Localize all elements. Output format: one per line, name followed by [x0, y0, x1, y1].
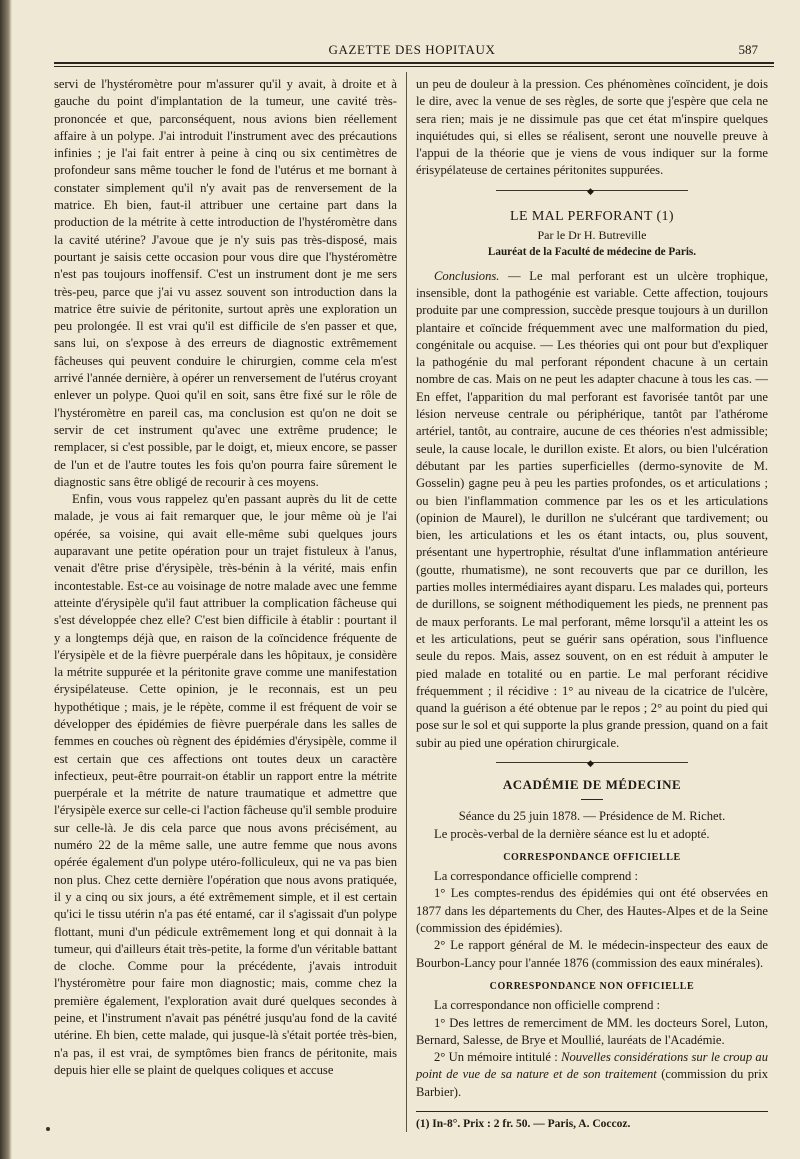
section-separator-2 [416, 752, 768, 774]
conclusions-label: Conclusions. [434, 268, 500, 283]
page-header [54, 40, 770, 60]
minutes-line: Le procès-verbal de la dernière séance est lu et adopté. [434, 826, 710, 841]
article-affiliation: Lauréat de la Faculté de médecine de Paris. [487, 246, 697, 259]
left-paragraph-2: Enfin, vous vous rappelez qu'en passant auprès du lit de cette malade, je vous ai fait remarquer que, le jour même où je l'ai opérée, sa voisine, qui avait elle-même subi quelques jours auparavant une petite opération pour un trajet fistuleux à l'anus, venait d'être prise d'érysipèle, très-bénin à la vérité, mais enfin incontestable. Est-ce au voisinage de notre malade avec une femme atteinte d'érysipèle qu'il faut attribuer la complication fâcheuse qui s'est développée chez elle? C'est bien difficile à établir : pourtant il y a longtemps déjà que, en raison de la coïncidence fréquente de l'érysipèle et de la fièvre puerpérale dans les hôpitaux, je considère la métrite suppurée et la péritonite grave comme une manifestation érysipélateuse. Cette opinion, je le reconnais, est un peu hypothétique ; mais, je le répète, comme il est fréquent de voir se développer des épidémies de fièvre puerpérale dans les salles de femmes en couches où règnent des épidémies d'érysipèle, comme il est certain que ces affections ont toutes deux un caractère infectieux, peut-être pourrait-on établir un rapport entre la métrite puerpérale et la métrite de nature traumatique et admettre que l'érysipèle exerce sur celle-ci l'action fâcheuse qu'il semble produire sur celle-là. Je dis cela parce que nous avons précisément, au numéro 22 de la même salle, une autre femme que nous avons opérée également d'un polype utéro-folliculeux, qui ne va pas bien non plus. Chez cette dernière l'opération que nous avons pratiquée, il y a cinq ou six jours, a été extrêmement simple, et il est certain qu'ici le tissu utérin n'a pas été entamé, car il s'agissait d'un polype flottant, muni d'un pédicule extrêmement long et qui donnait à la tumeur, qui d'ailleurs était très-petite, la forme d'un véritable battant de cloche. Comme pour la précédente, j'avais introduit l'hystéromètre pour faire mon diagnostic; mais, comme chez la première également, l'exploration avait duré quelques secondes à peine, et l'instrument n'avait pas pénétré jusqu'au fond de la cavité utérine. Eh bien, cette malade, qui jusque-là s'était portée très-bien, n'a pas, il est vrai, de symptômes bien francs de péritonite, mais depuis hier elle se plaint de quelques coliques et accuse [54, 492, 397, 1077]
official-intro: La correspondance officielle comprend : [434, 869, 638, 884]
header-rule-thin [54, 66, 774, 67]
page-speck [46, 1127, 50, 1131]
official-item-1: 1° Les comptes-rendus des épidémies qui ont été observées en 1877 dans les départements du Cher, des Hautes-Alpes et de la Seine (commission des épidémies). [416, 886, 768, 936]
session-line: Séance du 25 juin 1878. — Présidence de M. Richet. [458, 809, 726, 824]
unofficial-item-2-suffix: (commission du prix Barbier). [416, 1067, 768, 1099]
section-separator [416, 180, 768, 202]
official-item-2: 2° Le rapport général de M. le médecin-inspecteur des eaux de Bourbon-Lancy pour l'année 1876 (commission des eaux minérales). [416, 938, 768, 970]
left-paragraph-1: servi de l'hystéromètre pour m'assurer qu'il y avait, à droite et à gauche du point d'implantation de la tumeur, une cavité très-prononcée et que, parconséquent, nous avions bien réellement affaire à un polype. J'ai introduit l'instrument avec des précautions infinies ; je l'ai fait entrer à peine à cinq ou six centimètres de profondeur sans même toucher le fond de l'utérus et me bornant à constater simplement qu'il n'y avait pas de renversement de la matrice. Eh bien, faut-il attribuer une certaine part dans la production de la métrite à cette introduction de l'hystéromètre dans la cavité utérine? J'avoue que je n'y suis pas très-disposé, mais pourtant je saisis cette occasion pour vous dire que l'hystéromètre n'est pas toujours inoffensif. C'est un instrument dont je me sers très-peu, parce que j'ai vu assez souvent son introduction dans la matrice être suivie de péritonite, surtout après une exploration un peu prolongée. Il est vrai qu'il est difficile de s'en passer et que, sans lui, on s'expose à des erreurs de diagnostic extrêmement fâcheuses qui peuvent conduire le chirurgien, comme cela m'est arrivé l'année dernière, à opérer un renversement de l'utérus croyant enlever un polype. Quoi qu'il en soit, sans être fixé sur le rôle de l'hystéromètre en pareil cas, ma conclusion est qu'on ne doit se servir de cet instrument qu'avec une extrême prudence; le remplacer, si c'est possible, par le doigt, et, mieux encore, se passer de l'un et de l'autre toutes les fois qu'on pourra faire sûrement le diagnostic sans être obligé de recourir à ces moyens. [54, 77, 397, 489]
memoir-title: Nouvelles considérations sur le croup au point de vue de sa nature et de son traitement [416, 1050, 769, 1082]
column-divider [406, 72, 407, 1132]
left-column [54, 76, 397, 1079]
conclusions-text: — Le mal perforant est un ulcère trophique, insensible, dont la pathogénie est variable. Cette affection, toujours produite par une compression, succède presque toujours à un durillon plantaire et coïncide fréquemment avec une malformation du pied, congénitale ou acquise. — Les théories qui ont pour but d'expliquer la pathogénie du mal perforant répondent chacune à un certain nombre de cas. Mais on ne peut les adapter chacune à tous les cas. — En effet, l'apparition du mal perforant est favorisée tantôt par une lésion nerveuse centrale ou périphérique, tantôt par l'athérome artériel, tantôt, au contraire, aucune de ces théories n'est admissible; seule, la cause locale, le durillon existe. Et alors, ou bien l'ulcération débutant par les parties superficielles (dermo-synovite de M. Gosselin) gagne peu à peu les parties profondes, os et articulations ; ou bien l'inflammation commence par les os et les articulations (opinion de Maurel), le durillon ne s'ulcérant que tardivement; ou bien, les articulations et les os étant intacts, ou, plus souvent, présentant une hypertrophie, résultat d'une inflammation antérieure (goutte, rhumatisme), ne sont recouverts que par ce durillon, les parties molles intermédiaires ayant disparu. Les malades qui, porteurs de durillons, se soignent méthodiquement les pieds, ne prennent pas de maux perforants. Le mal perforant, même lorsqu'il a atteint les os et les articulations, peut se guérir sans opération, sous l'influence seule du repos. Mais, assez souvent, on en est réduit à amputer le pied malade en totalité ou en partie. Le mal perforant récidive fréquemment ; il récidive : 1° au niveau de la cicatrice de l'ulcère, quand la guérison a été obtenue par le repos ; 2° au point du pied qui pose sur le sol et qui supporte la plus grande pression, quand on a fait subir au pied une opération chirurgicale. [416, 268, 768, 750]
footnote: (1) In-8°. Prix : 2 fr. 50. — Paris, A. Coccoz. [416, 1118, 631, 1131]
header-rule [54, 62, 774, 64]
unofficial-heading: CORRESPONDANCE NON OFFICIELLE [489, 980, 695, 992]
unofficial-intro: La correspondance non officielle comprend : [434, 998, 661, 1013]
unofficial-item-1: 1° Des lettres de remerciment de MM. les docteurs Sorel, Luton, Bernard, Salesse, de Brye et Moullié, lauréats de l'Académie. [416, 1015, 768, 1047]
unofficial-item-2 [416, 1049, 768, 1101]
short-dash [581, 799, 603, 800]
page-number: 587 [738, 42, 758, 57]
article-author: Par le Dr H. Butreville [537, 228, 647, 243]
footnote-rule [416, 1111, 768, 1112]
article-conclusions [416, 268, 768, 752]
article-title: LE MAL PERFORANT (1) [510, 208, 674, 224]
unofficial-item-2-prefix: 2° Un mémoire intitulé : [434, 1050, 562, 1065]
journal-title: GAZETTE DES HOPITAUX [328, 42, 496, 57]
right-column [416, 76, 768, 1133]
official-heading: CORRESPONDANCE OFFICIELLE [503, 851, 681, 863]
right-intro-paragraph: un peu de douleur à la pression. Ces phénomènes coïncident, je dois le dire, avec la venue de ses règles, de sorte que j'espère que cela ne sera rien; mais je ne dissimule pas que cet état m'inspire quelques inquiétudes qui, si elles se réalisent, seront une nouvelle preuve à l'appui de la théorie que je viens de vous indiquer sur la forme érisypélateuse de certaines péritonites suppurées. [416, 77, 768, 178]
academy-title: ACADÉMIE DE MÉDECINE [502, 776, 682, 792]
page-binding-edge [0, 0, 12, 1159]
